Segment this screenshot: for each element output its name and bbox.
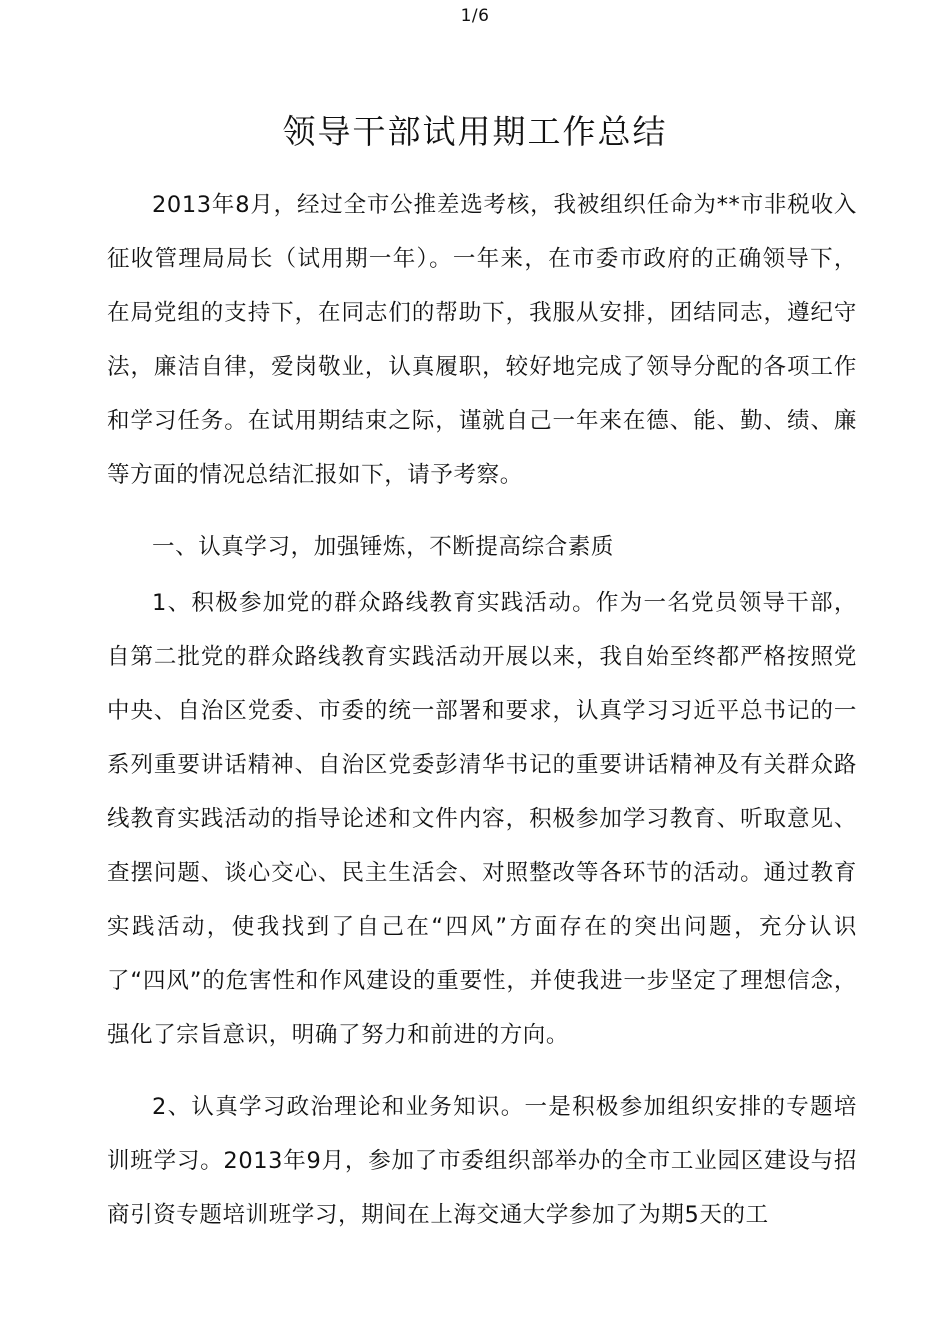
document-title: 领导干部试用期工作总结 [282, 112, 668, 151]
section-heading-1: 一、认真学习，加强锤炼，不断提高综合素质 [152, 534, 615, 560]
document-body [107, 178, 857, 1260]
page-number: 1/6 [460, 6, 490, 26]
paragraph-intro: 2013年8月，经过全市公推差选考核，我被组织任命为**市非税收入征收管理局局长（试用期一年）。一年来，在市委市政府的正确领导下，在局党组的支持下，在同志们的帮助下，我服从安排，团结同志，遵纪守法，廉洁自律，爱岗敬业，认真履职，较好地完成了领导分配的各项工作和学习任务。在试用期结束之际，谨就自己一年来在德、能、勤、绩、廉等方面的情况总结汇报如下，请予考察。 [107, 192, 857, 488]
paragraph-item-1: 1、积极参加党的群众路线教育实践活动。作为一名党员领导干部，自第二批党的群众路线教育实践活动开展以来，我自始至终都严格按照党中央、自治区党委、市委的统一部署和要求，认真学习习近平总书记的一系列重要讲话精神、自治区党委彭清华书记的重要讲话精神及有关群众路线教育实践活动的指导论述和文件内容，积极参加学习教育、听取意见、查摆问题、谈心交心、民主生活会、对照整改等各环节的活动。通过教育实践活动，使我找到了自己在“四风”方面存在的突出问题，充分认识了“四风”的危害性和作风建设的重要性，并使我进一步坚定了理想信念，强化了宗旨意识，明确了努力和前进的方向。 [107, 590, 857, 1048]
paragraph-item-2: 2、认真学习政治理论和业务知识。一是积极参加组织安排的专题培训班学习。2013年9月，参加了市委组织部举办的全市工业园区建设与招商引资专题培训班学习，期间在上海交通大学参加了为期5天的工 [107, 1094, 857, 1228]
